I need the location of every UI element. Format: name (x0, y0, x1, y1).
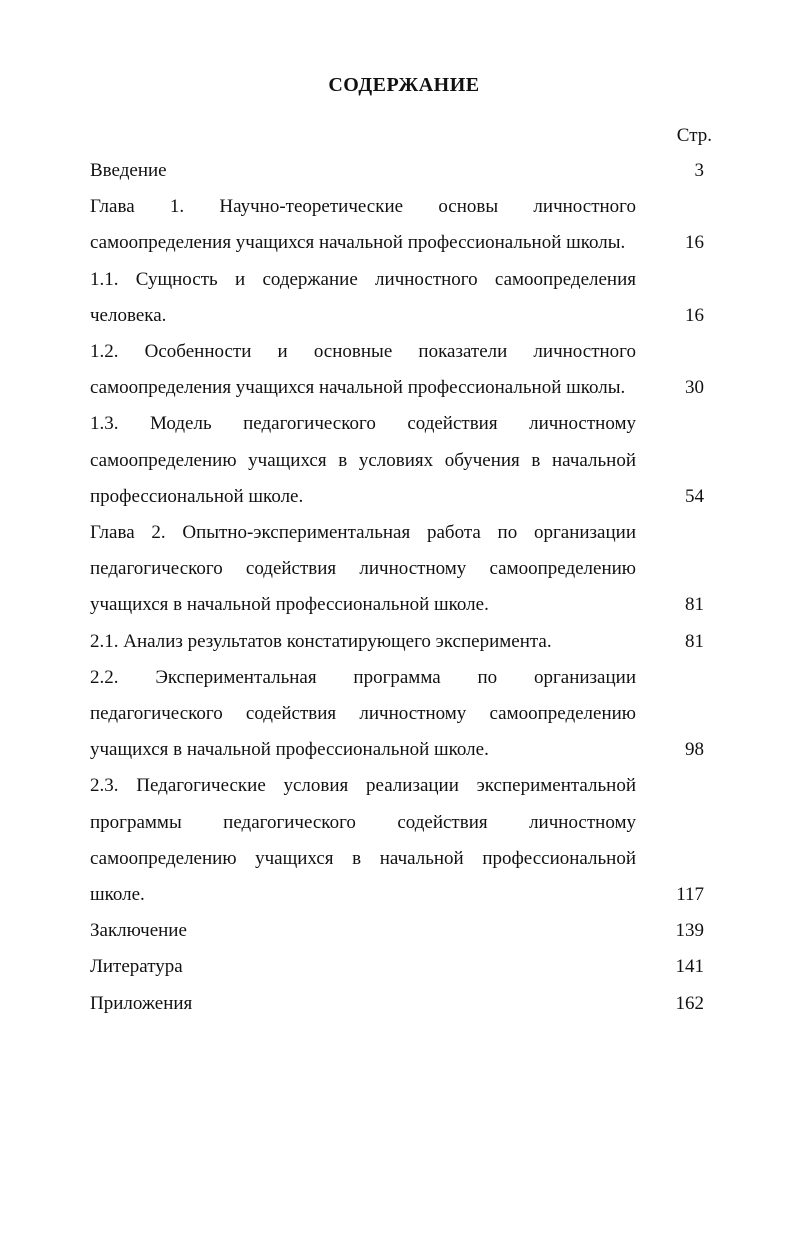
toc-entry-title: Литература (90, 956, 183, 978)
table-of-contents (90, 153, 710, 1022)
toc-entry-appendices (90, 986, 710, 1022)
toc-entry-section-2-1 (90, 624, 710, 660)
toc-entry-page: 30 (685, 377, 704, 399)
toc-entry-title: 2.3. Педагогические условия реализации экспериментальной программы педагогического содействия личностному самоопределению учащихся в начальной профессиональной школе. (90, 775, 636, 906)
toc-entry-title: Заключение (90, 920, 187, 942)
toc-entry-page: 81 (685, 630, 704, 652)
toc-entry-page: 3 (694, 160, 704, 181)
page-column-label: Стр. (676, 125, 712, 146)
toc-entry-title: 2.1. Анализ результатов констатирующего эксперимента. (90, 630, 552, 652)
toc-entry-literature (90, 949, 710, 985)
toc-entry-page: 81 (685, 594, 704, 616)
toc-entry-introduction (90, 153, 710, 189)
toc-entry-chapter-1 (90, 189, 710, 261)
toc-entry-conclusion (90, 913, 710, 949)
toc-entry-section-1-1 (90, 262, 710, 334)
toc-entry-page: 98 (685, 739, 704, 761)
toc-entry-page: 16 (685, 232, 704, 254)
page-title: СОДЕРЖАНИЕ (328, 74, 480, 96)
toc-entry-title: Глава 2. Опытно-экспериментальная работа по организации педагогического содействия личностному самоопределению учащихся в начальной профессиональной школе. (90, 522, 636, 616)
toc-entry-page: 139 (675, 920, 704, 942)
toc-entry-chapter-2 (90, 515, 710, 624)
toc-entry-section-2-3 (90, 768, 710, 913)
toc-entry-page: 162 (675, 992, 704, 1014)
toc-entry-title: Введение (90, 160, 167, 181)
toc-entry-page: 16 (685, 304, 704, 326)
toc-entry-title: 1.2. Особенности и основные показатели личностного самоопределения учащихся начальной профессиональной школы. (90, 341, 636, 399)
toc-entry-page: 54 (685, 485, 704, 507)
toc-entry-title: 1.3. Модель педагогического содействия личностному самоопределению учащихся в условиях обучения в начальной профессиональной школе. (90, 413, 636, 507)
toc-entry-section-1-3 (90, 406, 710, 515)
toc-entry-section-2-2 (90, 660, 710, 769)
toc-entry-page: 117 (676, 884, 704, 906)
toc-entry-title: Глава 1. Научно-теоретические основы личностного самоопределения учащихся начальной профессиональной школы. (90, 196, 636, 254)
toc-entry-title: 2.2. Экспериментальная программа по организации педагогического содействия личностному самоопределению учащихся в начальной профессиональной школе. (90, 666, 636, 761)
toc-entry-section-1-2 (90, 334, 710, 406)
toc-entry-title: Приложения (90, 992, 193, 1014)
toc-entry-title: 1.1. Сущность и содержание личностного самоопределения человека. (90, 268, 636, 326)
toc-entry-page: 141 (675, 956, 704, 978)
